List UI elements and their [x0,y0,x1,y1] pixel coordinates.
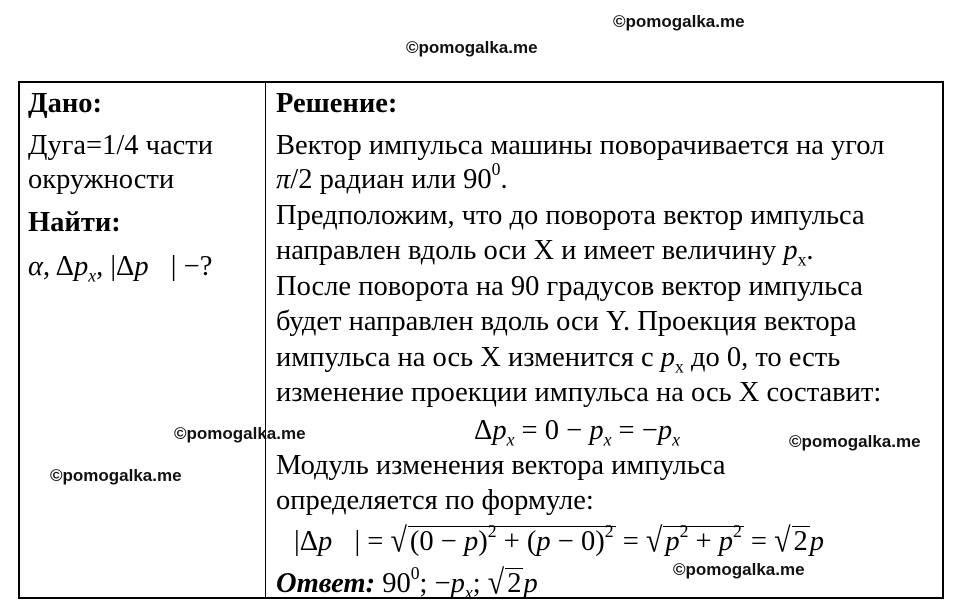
formula-delta-p: $\Delta p_x = 0 - p_x = -p_x$ [474,415,680,450]
solution-text: π/2 радиан или $90^0$. [276,159,508,195]
watermark: ©pomogalka.me [789,432,921,451]
given-heading: Дано: [28,88,103,119]
answer-line: Ответ: $90^0$; $-p_x$; √ 2p [276,563,538,603]
formula-modulus: |Δp⃗| = √ $(0 - p)^2 + (p - 0)^2$ = √ $p^2 + p^2$ = √ 2p [294,521,825,560]
watermark: ©pomogalka.me [174,424,306,443]
solution-text: Модуль изменения вектора импульса [276,450,726,481]
solution-heading: Решение: [276,88,398,119]
solution-text: Предположим, что до поворота вектор импульса [276,200,865,231]
problem-table [18,81,944,603]
column-divider [265,83,266,597]
given-line-1: Дуга=1/4 части [28,130,213,161]
watermark: ©pomogalka.me [406,38,538,57]
solution-text: изменение проекции импульса на ось X составит: [276,377,882,408]
watermark: ©pomogalka.me [673,560,805,579]
solution-text: После поворота на 90 градусов вектор импульса [276,271,863,302]
solution-text: импульса на ось X изменится с $p_x$ до 0, то есть [276,342,841,377]
solution-text: направлен вдоль оси X и имеет величину $p_x$. [276,235,814,270]
solution-text: будет направлен вдоль оси Y. Проекция вектора [276,306,857,337]
find-formula: α, $\Delta p_x$, |Δp⃗| −? [28,251,213,286]
solution-text: определяется по формуле: [276,485,594,516]
solution-text: Вектор импульса машины поворачивается на угол [276,130,885,161]
given-line-2: окружности [28,164,175,195]
watermark: ©pomogalka.me [613,12,745,31]
find-heading: Найти: [28,207,121,238]
watermark: ©pomogalka.me [50,466,182,485]
